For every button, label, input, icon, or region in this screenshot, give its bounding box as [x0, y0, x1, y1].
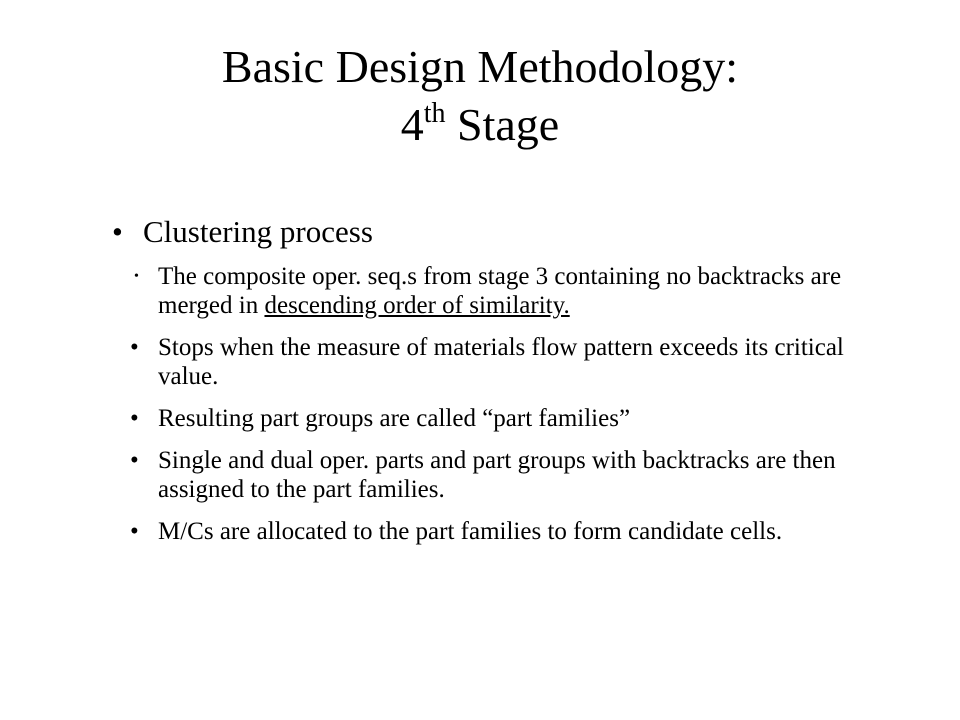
sub-bullet-text: M/Cs are allocated to the part families to form candidate cells. [158, 518, 783, 545]
title-line-2 [401, 99, 559, 150]
main-bullet [112, 214, 872, 250]
title-stage-word: Stage [445, 99, 560, 150]
sub-bullet-item [112, 404, 872, 433]
bullet-marker: • [130, 405, 139, 432]
sub-bullet-item [112, 517, 872, 546]
sub-bullet-item [112, 262, 872, 320]
title-stage-number: 4 [400, 99, 424, 150]
sub-bullet-item [112, 333, 872, 391]
sub-bullet-text: Single and dual oper. parts and part groups with backtracks are then assigned to the part families. [158, 447, 836, 503]
bullet-marker: • [130, 334, 139, 361]
bullet-marker: • [130, 447, 139, 474]
bullet-marker: • [130, 518, 139, 545]
title-line-1: Basic Design Methodology: [221, 41, 739, 92]
sub-bullet-text: Stops when the measure of materials flow pattern exceeds its critical value. [158, 334, 844, 390]
sub-bullet-text: Resulting part groups are called “part families” [158, 405, 631, 432]
title-ordinal-suffix: th [423, 98, 446, 129]
sub-bullet-list [112, 262, 872, 546]
sub-bullet-item [112, 446, 872, 504]
sub-bullet-text: The composite oper. seq.s from stage 3 containing no backtracks are merged in [158, 263, 842, 319]
slide-title [0, 38, 960, 154]
slide-body [112, 214, 872, 559]
bullet-marker: • [134, 269, 139, 284]
main-bullet-text: Clustering process [143, 214, 373, 249]
sub-bullet-underlined-text: descending order of similarity. [264, 292, 570, 319]
bullet-marker: • [112, 214, 123, 249]
